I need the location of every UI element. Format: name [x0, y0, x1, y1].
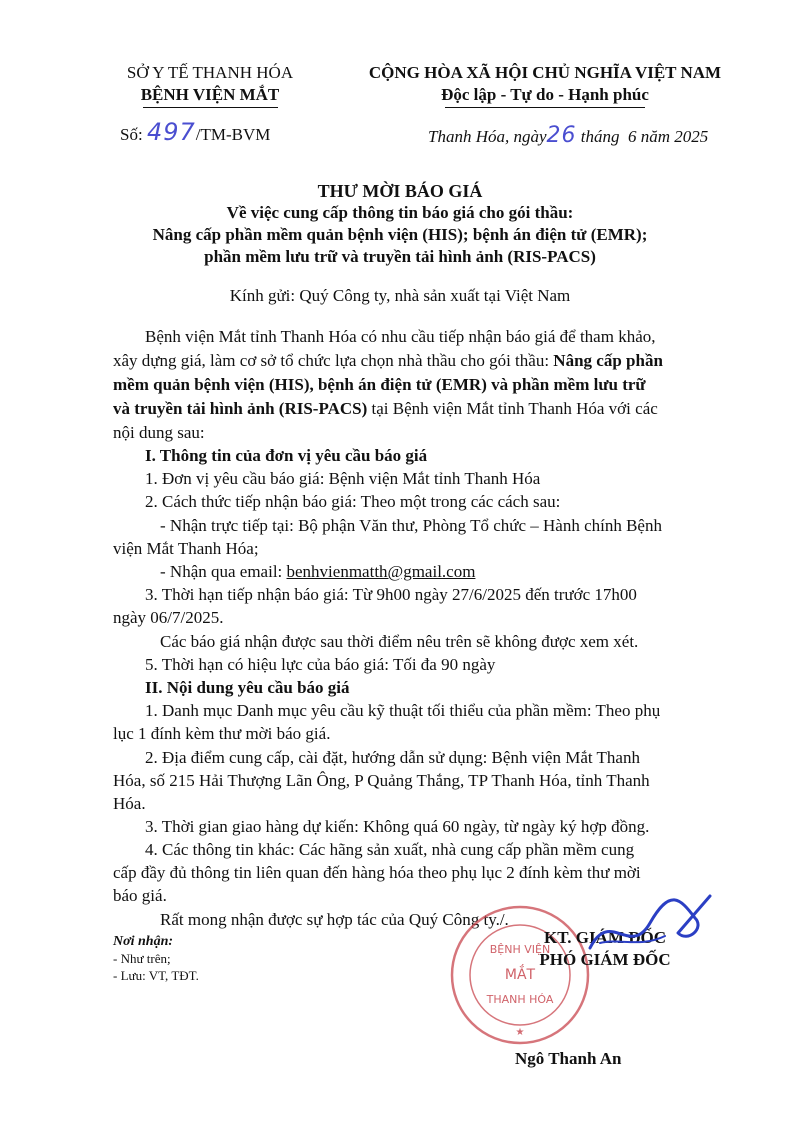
hospital-underline: [143, 107, 278, 108]
seal-text-2: MẮT: [504, 967, 536, 983]
section-2-item-2-line-1: 2. Địa điểm cung cấp, cài đặt, hướng dẫn sử dụng: Bệnh viện Mắt Thanh: [145, 748, 640, 767]
section-2-item-4-line-1: 4. Các thông tin khác: Các hãng sản xuất, nhà cung cấp phần mềm cung: [145, 840, 635, 859]
intro-line-2a: xây dựng giá, làm cơ sở tổ chức lựa chọn nhà thầu cho gói thầu:: [113, 351, 554, 370]
recipient-2: - Lưu: VT, TĐT.: [113, 968, 199, 983]
department-name: SỞ Y TẾ THANH HÓA: [126, 63, 294, 82]
section-1-item-1: 1. Đơn vị yêu cầu báo giá: Bệnh viện Mắt tỉnh Thanh Hóa: [145, 469, 541, 488]
date-prefix: Thanh Hóa, ngày: [428, 127, 547, 146]
recipient-1: - Như trên;: [113, 951, 171, 966]
section-2-item-2-line-3: Hóa.: [113, 794, 146, 813]
header-right: [340, 62, 750, 108]
signer-role-1: KT. GIÁM ĐỐC: [544, 928, 666, 947]
section-1-item-3-line-2: ngày 06/7/2025.: [113, 608, 224, 627]
signer-role-2: PHÓ GIÁM ĐỐC: [539, 950, 671, 969]
section-2-item-3: 3. Thời gian giao hàng dự kiến: Không quá 60 ngày, từ ngày ký hợp đồng.: [145, 817, 650, 836]
country-name: CỘNG HÒA XÃ HỘI CHỦ NGHĨA VIỆT NAM: [368, 63, 722, 82]
seal-text-1: BỆNH VIỆN: [489, 943, 551, 956]
subject-line-2: Nâng cấp phần mềm quản bệnh viện (HIS); bệnh án điện tử (EMR);: [152, 225, 648, 244]
section-1-item-2a-line-1: - Nhận trực tiếp tại: Bộ phận Văn thư, Phòng Tổ chức – Hành chính Bệnh: [160, 516, 662, 535]
date-suffix: tháng 6 năm 2025: [576, 127, 709, 146]
date-day-handwritten: 26: [546, 123, 577, 148]
section-1-item-3-line-1: 3. Thời hạn tiếp nhận báo giá: Từ 9h00 ngày 27/6/2025 đến trước 17h00: [145, 585, 637, 604]
closing-line: Rất mong nhận được sự hợp tác của Quý Công ty./.: [160, 910, 509, 929]
svg-text:★: ★: [515, 1027, 525, 1038]
greeting: Kính gửi: Quý Công ty, nhà sản xuất tại Việt Nam: [229, 286, 571, 305]
recipients-block: [113, 933, 199, 984]
handwritten-signature: [570, 888, 720, 968]
section-2-item-2-line-2: Hóa, số 215 Hải Thượng Lãn Ông, P Quảng Thắng, TP Thanh Hóa, tỉnh Thanh: [113, 771, 650, 790]
intro-line-4b: tại Bệnh viện Mắt tỉnh Thanh Hóa với các: [367, 399, 658, 418]
number-suffix: /TM-BVM: [195, 125, 271, 144]
intro-line-3: mềm quản bệnh viện (HIS), bệnh án điện tử (EMR) và phần mềm lưu trữ: [113, 375, 646, 394]
email-prefix: - Nhận qua email:: [160, 562, 287, 581]
recipients-label: Nơi nhận:: [113, 934, 174, 949]
section-2-item-1-line-2: lục 1 đính kèm thư mời báo giá.: [113, 724, 331, 743]
document-date: [428, 124, 708, 149]
header-left: [95, 62, 325, 108]
seal-text-3: THANH HÓA: [486, 993, 554, 1006]
section-1-item-2a-line-2: viện Mắt Thanh Hóa;: [113, 539, 259, 558]
hospital-name: BỆNH VIỆN MẮT: [140, 85, 280, 104]
intro-line-2b: Nâng cấp phần: [553, 351, 663, 370]
intro-line-1: Bệnh viện Mắt tỉnh Thanh Hóa có nhu cầu tiếp nhận báo giá để tham khảo,: [145, 327, 656, 346]
motto-underline: [445, 107, 645, 108]
intro-line-2: [113, 349, 663, 372]
subject-line-3: phần mềm lưu trữ và truyền tải hình ảnh (RIS-PACS): [204, 247, 596, 266]
document-number: [120, 120, 270, 147]
intro-line-5: nội dung sau:: [113, 423, 205, 442]
email-link[interactable]: benhvienmatth@gmail.com: [286, 562, 476, 581]
subject-line-1: Về việc cung cấp thông tin báo giá cho gói thầu:: [226, 203, 574, 222]
section-1-item-3-note: Các báo giá nhận được sau thời điểm nêu trên sẽ không được xem xét.: [160, 632, 639, 651]
title-block: [100, 180, 700, 268]
document-title: THƯ MỜI BÁO GIÁ: [317, 181, 483, 201]
number-prefix: Số:: [120, 125, 143, 144]
section-2-item-4-line-2: cấp đầy đủ thông tin liên quan đến hàng hóa theo phụ lục 2 đính kèm thư mời: [113, 863, 641, 882]
intro-line-4a: và truyền tải hình ảnh (RIS-PACS): [113, 399, 368, 418]
section-1-item-5: 5. Thời hạn có hiệu lực của báo giá: Tối đa 90 ngày: [145, 655, 496, 674]
number-handwritten: 497: [146, 118, 196, 146]
national-motto: Độc lập - Tự do - Hạnh phúc: [441, 85, 649, 104]
intro-line-4: [113, 397, 658, 420]
signer-name: Ngô Thanh An: [515, 1049, 622, 1068]
section-2-heading: II. Nội dung yêu cầu báo giá: [145, 678, 350, 697]
section-1-heading: I. Thông tin của đơn vị yêu cầu báo giá: [145, 446, 428, 465]
section-2-item-1-line-1: 1. Danh mục Danh mục yêu cầu kỹ thuật tối thiểu của phần mềm: Theo phụ: [145, 701, 661, 720]
section-1-item-2b: [160, 560, 475, 583]
section-2-item-4-line-3: báo giá.: [113, 886, 167, 905]
section-1-item-2: 2. Cách thức tiếp nhận báo giá: Theo một trong các cách sau:: [145, 492, 561, 511]
